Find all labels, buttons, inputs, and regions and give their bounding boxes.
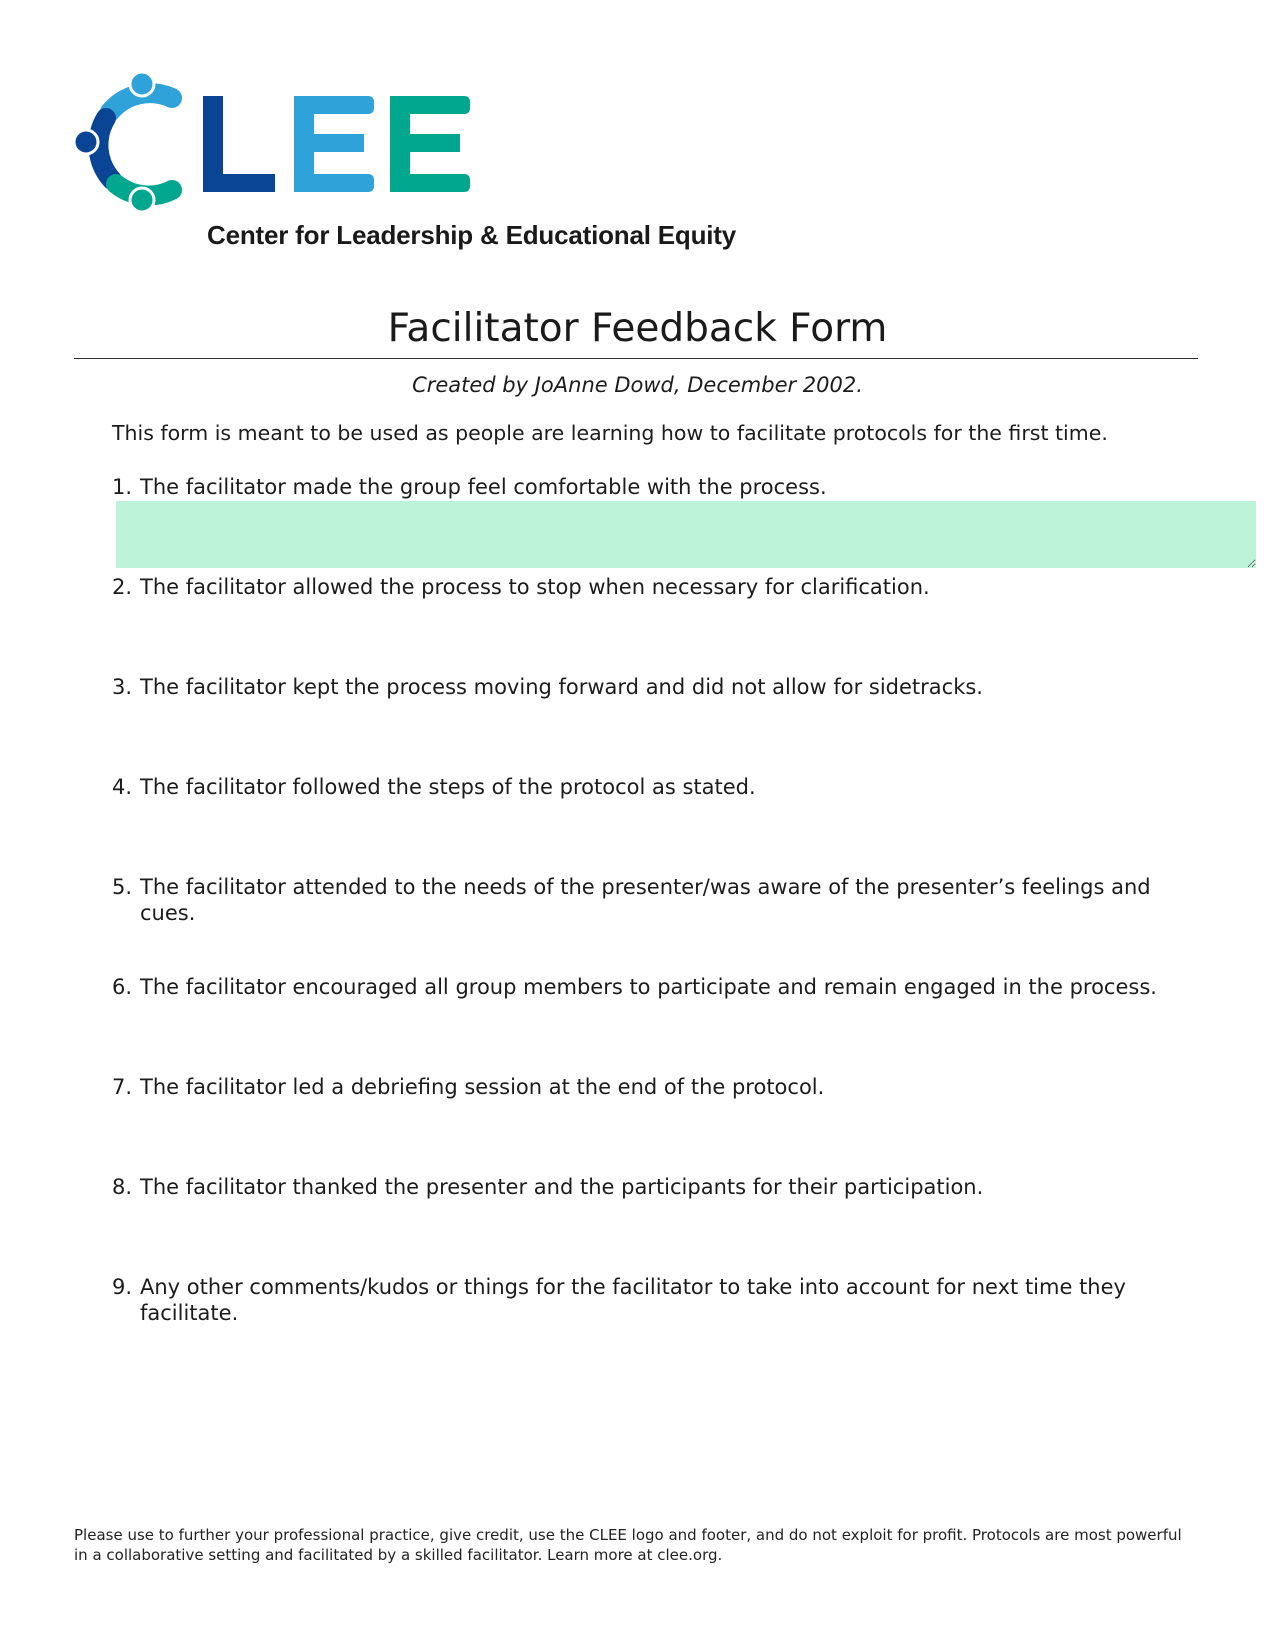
question-number: 6. [112,975,133,999]
question-number: 8. [112,1175,133,1199]
question-text: The facilitator allowed the process to stop when necessary for clarification. [140,575,930,599]
title-divider [74,358,1198,359]
question-item [112,1174,1202,1274]
question-text: Any other comments/kudos or things for the facilitator to take into account for next time they facilitate. [140,1275,1126,1325]
question-item [112,574,1202,674]
question-text: The facilitator attended to the needs of the presenter/was aware of the presenter’s feelings and cues. [140,875,1151,925]
clee-logo [72,70,492,220]
question-number: 4. [112,775,133,799]
question-item [112,674,1202,774]
question-text: The facilitator kept the process moving forward and did not allow for sidetracks. [140,675,983,699]
question-number: 5. [112,875,133,899]
clee-logo-graphic [72,70,492,220]
question-number: 1. [112,475,133,499]
question-item [112,874,1202,974]
question-text: The facilitator made the group feel comfortable with the process. [140,475,827,499]
page-title: Facilitator Feedback Form [387,306,888,351]
question-item [112,1074,1202,1174]
answer-field-1[interactable] [116,501,1256,568]
footer-text: Please use to further your professional practice, give credit, use the CLEE logo and footer, and do not exploit for profit. Protocols are most powerful in a collaborative setting and facilitated by a skilled facilitator. Learn more at clee.org. [74,1526,1182,1564]
question-text: The facilitator followed the steps of the protocol as stated. [140,775,756,799]
intro-text: This form is meant to be used as people are learning how to facilitate protocols for the first time. [112,421,1108,445]
question-item [112,774,1202,874]
question-number: 7. [112,1075,133,1099]
question-number: 2. [112,575,133,599]
byline: Created by JoAnne Dowd, December 2002. [412,373,863,397]
question-number: 3. [112,675,133,699]
question-text: The facilitator encouraged all group members to participate and remain engaged in the process. [140,975,1157,999]
question-item [112,1274,1202,1374]
question-number: 9. [112,1275,133,1299]
question-item [112,974,1202,1074]
question-list [112,474,1202,1374]
question-text: The facilitator led a debriefing session at the end of the protocol. [140,1075,825,1099]
logo-subtitle: Center for Leadership & Educational Equity [207,220,737,250]
question-text: The facilitator thanked the presenter and the participants for their participation. [140,1175,984,1199]
